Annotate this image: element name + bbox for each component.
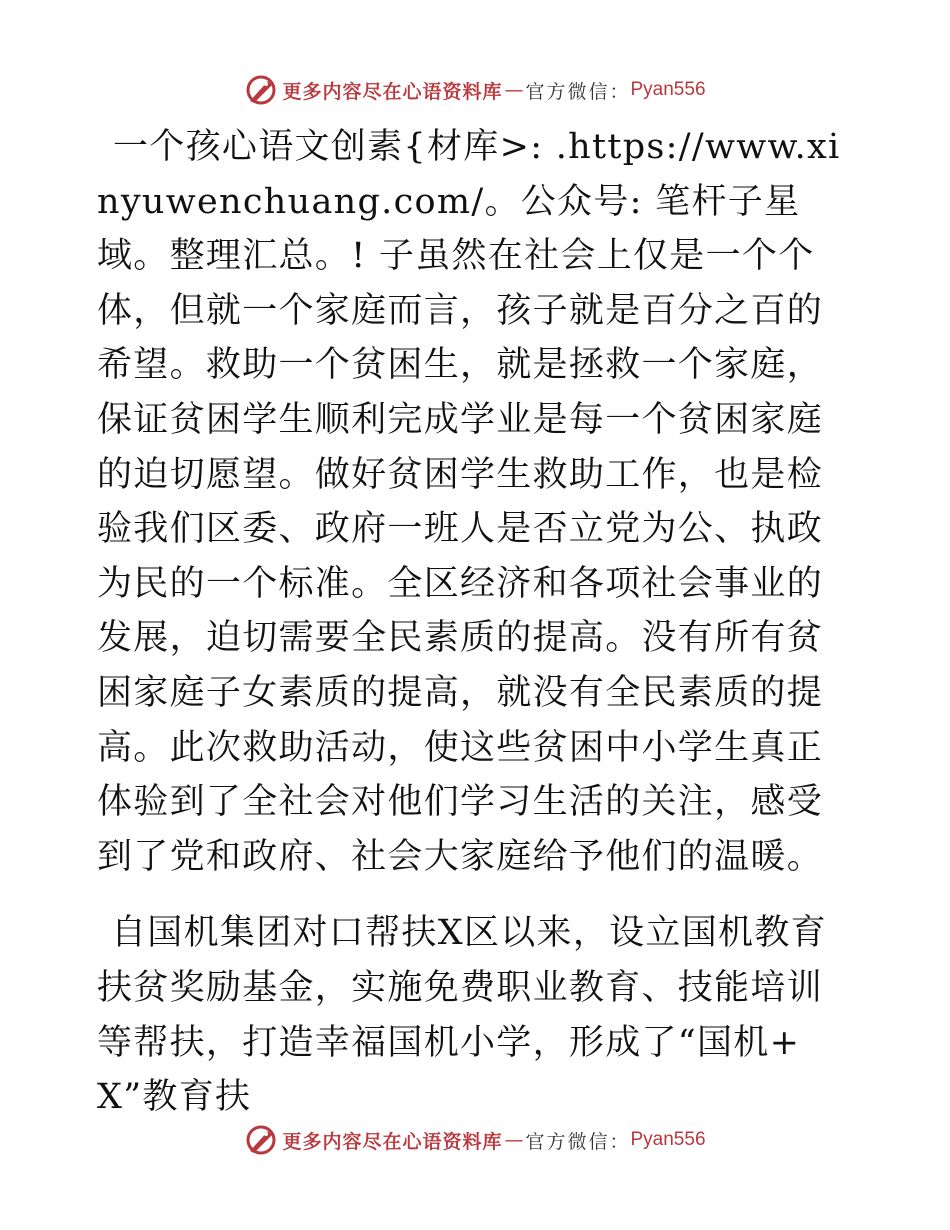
document-body bbox=[97, 120, 857, 1125]
footer-banner bbox=[0, 1120, 950, 1160]
banner-brand-text: 更多内容尽在心语资料库 bbox=[282, 80, 503, 103]
banner-wechat-id: Pyan556 bbox=[630, 79, 706, 100]
paragraph-2: 自国机集团对口帮扶X区以来，设立国机教育扶贫奖励基金，实施免费职业教育、技能培训等帮扶，打造幸福国机小学，形成了“国机+X”教育扶 bbox=[97, 913, 827, 1118]
banner-separator: — bbox=[504, 1129, 524, 1151]
paragraph-1: 一个孩心语文创素{材库>: .https://www.xinyuwenchuang.com/。公众号: 笔杆子星域。整理汇总。! 子虽然在社会上仅是一个个体，但就一个家庭而言，孩子就是百分之百的希望。救助一个贫困生，就是拯救一个家庭，保证贫困学生顺利完成学业是每一个贫困家庭的迫切愿望。做好贫困学生救助工作，也是检验我们区委、政府一班人是否立党为公、执政为民的一个标准。全区经济和各项社会事业的发展，迫切需要全民素质的提高。没有所有贫困家庭子女素质的提高，就没有全民素质的提高。此次救助活动，使这些贫困中小学生真正体验到了全社会对他们学习生活的关注，感受到了党和政府、社会大家庭给予他们的温暖。 bbox=[97, 127, 841, 877]
banner-wechat-label: 官方微信： bbox=[525, 80, 631, 103]
fountain-pen-logo-icon bbox=[244, 73, 278, 107]
header-banner bbox=[0, 70, 950, 110]
banner-brand-text: 更多内容尽在心语资料库 bbox=[282, 1130, 503, 1153]
banner-wechat-id: Pyan556 bbox=[630, 1129, 706, 1150]
banner-wechat-label: 官方微信： bbox=[525, 1130, 631, 1153]
banner-separator: — bbox=[504, 79, 524, 101]
fountain-pen-logo-icon bbox=[244, 1123, 278, 1157]
